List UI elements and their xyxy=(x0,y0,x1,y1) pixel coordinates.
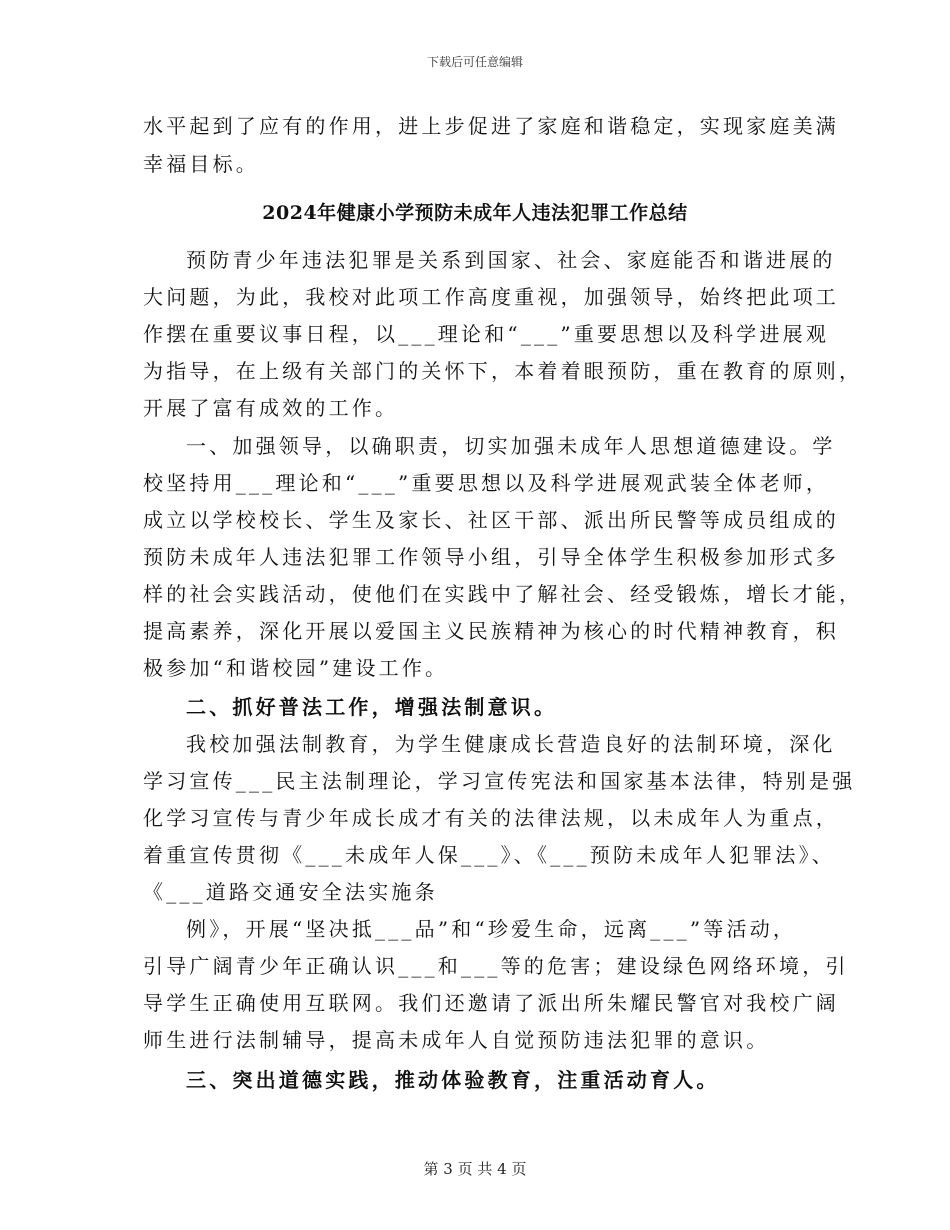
section2-line-6: 例》，开展“坚决抵___品”和“珍爱生命，远离___”等活动， xyxy=(186,917,797,941)
section2-line-5: 《___道路交通安全法实施条 xyxy=(143,880,438,904)
page-header-note: 下载后可任意编辑 xyxy=(426,55,523,69)
prev-paragraph-line-2: 幸福目标。 xyxy=(143,152,259,176)
section1-line-6: 提高素养，深化开展以爱国主义民族精神为核心的时代精神教育，积 xyxy=(143,619,839,643)
section1-line-7: 极参加“和谐校园”建设工作。 xyxy=(143,656,449,680)
document-title: 2024年健康小学预防未成年人违法犯罪工作总结 xyxy=(262,202,688,224)
prev-paragraph-line-1: 水平起到了应有的作用，进上步促进了家庭和谐稳定，实现家庭美满 xyxy=(143,114,839,138)
intro-line-4: 为指导，在上级有关部门的关怀下，本着着眼预防，重在教育的原则， xyxy=(143,359,863,383)
section2-line-3: 化学习宣传与青少年成长成才有关的法律法规，以未成年人为重点， xyxy=(143,806,839,830)
intro-line-5: 开展了富有成效的工作。 xyxy=(143,396,399,420)
section2-line-8: 导学生正确使用互联网。我们还邀请了派出所朱耀民警官对我校广阔 xyxy=(143,991,839,1015)
section3-heading: 三、突出道德实践，推动体验教育，注重活动育人。 xyxy=(186,1068,720,1092)
section1-line-4: 预防未成年人违法犯罪工作领导小组，引导全体学生积极参加形式多 xyxy=(143,545,839,569)
intro-line-2: 大问题，为此，我校对此项工作高度重视，加强领导，始终把此项工 xyxy=(143,285,839,309)
section2-heading: 二、抓好普法工作，增强法制意识。 xyxy=(186,695,558,719)
intro-line-3: 作摆在重要议事日程，以___理论和“___”重要思想以及科学进展观 xyxy=(143,322,830,346)
section2-line-1: 我校加强法制教育，为学生健康成长营造良好的法制环境，深化 xyxy=(186,732,836,756)
section2-line-2: 学习宣传___民主法制理论，学习宣传宪法和国家基本法律，特别是强 xyxy=(143,769,856,793)
section1-line-5: 样的社会实践活动，使他们在实践中了解社会、经受锻炼，增长才能， xyxy=(143,582,863,606)
section1-line-2: 校坚持用___理论和“___”重要思想以及科学进展观武装全体老师， xyxy=(143,471,830,495)
section2-line-9: 师生进行法制辅导，提高未成年人自觉预防违法犯罪的意识。 xyxy=(143,1028,770,1052)
section1-line-3: 成立以学校校长、学生及家长、社区干部、派出所民警等成员组成的 xyxy=(143,508,839,532)
section2-line-7: 引导广阔青少年正确认识___和___等的危害；建设绿色网络环境，引 xyxy=(143,954,849,978)
page-footer-number: 第 3 页 共 4 页 xyxy=(423,1160,527,1178)
section2-line-4: 着重宣传贯彻《___未成年人保___》、《___预防未成年人犯罪法》、 xyxy=(143,843,835,867)
intro-line-1: 预防青少年违法犯罪是关系到国家、社会、家庭能否和谐进展的 xyxy=(186,248,836,272)
section1-line-1: 一、加强领导，以确职责，切实加强未成年人思想道德建设。学 xyxy=(186,434,836,458)
